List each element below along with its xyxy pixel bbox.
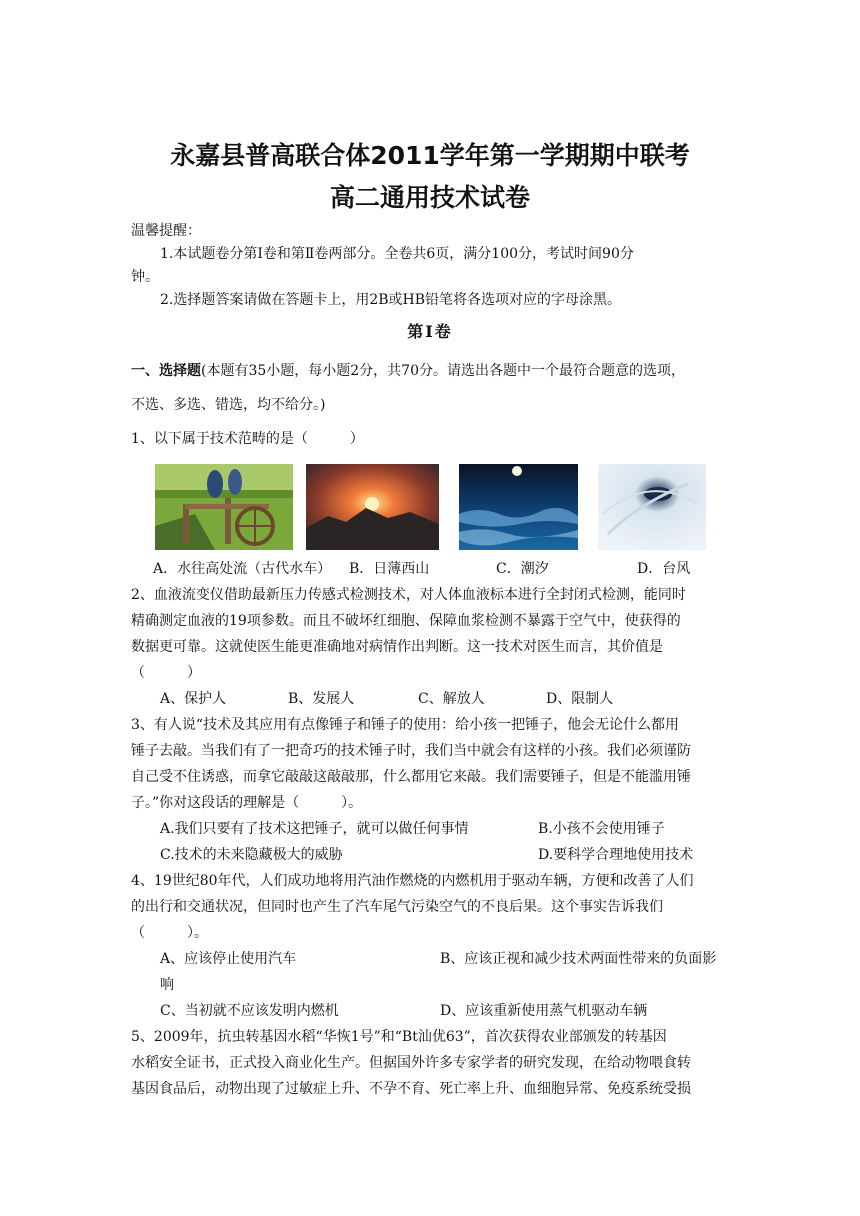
section-title: 第Ⅰ卷 — [407, 322, 453, 341]
q4-option-d: D、应该重新使用蒸气机驱动车辆 — [440, 1003, 648, 1019]
tide-photo — [459, 464, 578, 550]
q1-option-a: A．水往高处流（古代水车） — [153, 561, 332, 577]
q3-line-2: 锤子去敲。当我们有了一把奇巧的技术锤子时，我们当中就会有这样的小孩。我们必须谨防 — [131, 743, 691, 759]
q2-line-2: 精确测定血液的19项参数。而且不破坏红细胞、保障血浆检测不暴露于空气中，使获得的 — [131, 613, 681, 629]
q4-option-a: A、应该停止使用汽车 — [160, 951, 297, 967]
q1-option-c: C．潮汐 — [496, 561, 549, 577]
typhoon-photo — [598, 464, 706, 550]
q4-option-b: B、应该正视和减少技术两面性带来的负面影 — [440, 951, 717, 967]
q3-line-1: 3、有人说“技术及其应用有点像锤子和锤子的使用：给小孩一把锤子，他会无论什么都用 — [131, 717, 680, 733]
q2-line-3: 数据更可靠。这就使医生能更准确地对病情作出判断。这一技术对医生而言，其价值是 — [131, 639, 663, 655]
q3-option-c: C.技术的未来隐藏极大的威胁 — [160, 847, 343, 863]
q1-stem: 1、以下属于技术范畴的是（ ） — [131, 431, 364, 447]
q3-option-b: B.小孩不会使用锤子 — [538, 821, 665, 837]
notice-item-1-cont: 钟。 — [131, 269, 159, 285]
q3-line-4: 子。”你对这段话的理解是（ ）。 — [131, 795, 363, 811]
q2-line-1: 2、血液流变仪借助最新压力传感式检测技术，对人体血液标本进行全封闭式检测，能同时 — [131, 587, 686, 603]
exam-title-line2: 高二通用技术试卷 — [329, 183, 530, 212]
sunset-photo — [306, 464, 439, 550]
q3-line-3: 自己受不住诱惑，而拿它敲敲这敲敲那，什么都用它来敲。我们需要锤子，但是不能滥用锤 — [131, 769, 691, 785]
q4-line-3: （ ）。 — [131, 925, 208, 941]
q3-option-d: D.要科学合理地使用技术 — [538, 847, 694, 863]
q2-line-4: （ ） — [131, 665, 201, 681]
q4-option-b-cont: 响 — [160, 977, 174, 993]
waterwheel-photo — [155, 464, 293, 550]
q2-option-c: C、解放人 — [418, 691, 485, 707]
exam-title-line1: 永嘉县普高联合体2011学年第一学期期中联考 — [170, 141, 690, 170]
part1-desc: (本题有35小题，每小题2分，共70分。请选出各题中一个最符合题意的选项， — [201, 363, 685, 379]
q4-line-2: 的出行和交通状况，但同时也产生了汽车尾气污染空气的不良后果。这个事实告诉我们 — [131, 899, 663, 915]
q2-option-d: D、限制人 — [546, 691, 614, 707]
part1-label: 一、选择题 — [131, 363, 201, 379]
notice-item-2: 2.选择题答案请做在答题卡上，用2B或HB铅笔将各选项对应的字母涂黑。 — [160, 292, 622, 308]
q1-option-b: B．日薄西山 — [349, 561, 430, 577]
q4-option-c: C、当初就不应该发明内燃机 — [160, 1003, 339, 1019]
q1-option-d: D．台风 — [637, 561, 691, 577]
notice-item-1: 1.本试题卷分第Ⅰ卷和第Ⅱ卷两部分。全卷共6页，满分100分，考试时间90分 — [160, 246, 634, 262]
q3-option-a: A.我们只要有了技术这把锤子，就可以做任何事情 — [160, 821, 469, 837]
q4-line-1: 4、19世纪80年代，人们成功地将用汽油作燃烧的内燃机用于驱动车辆，方便和改善了人们 — [131, 873, 694, 889]
q5-line-1: 5、2009年，抗虫转基因水稻“华恢1号”和“Bt汕优63”，首次获得农业部颁发的转基因 — [131, 1029, 667, 1045]
part1-desc-cont: 不选、多选、错选，均不给分。) — [131, 397, 326, 413]
notice-heading: 温馨提醒： — [131, 223, 201, 239]
q5-line-2: 水稻安全证书，正式投入商业化生产。但据国外许多专家学者的研究发现，在给动物喂食转 — [131, 1055, 691, 1071]
q5-line-3: 基因食品后，动物出现了过敏症上升、不孕不育、死亡率上升、血细胞异常、免疫系统受损 — [131, 1081, 691, 1097]
q2-option-b: B、发展人 — [288, 691, 355, 707]
q2-option-a: A、保护人 — [160, 691, 227, 707]
part1-heading — [131, 362, 685, 380]
